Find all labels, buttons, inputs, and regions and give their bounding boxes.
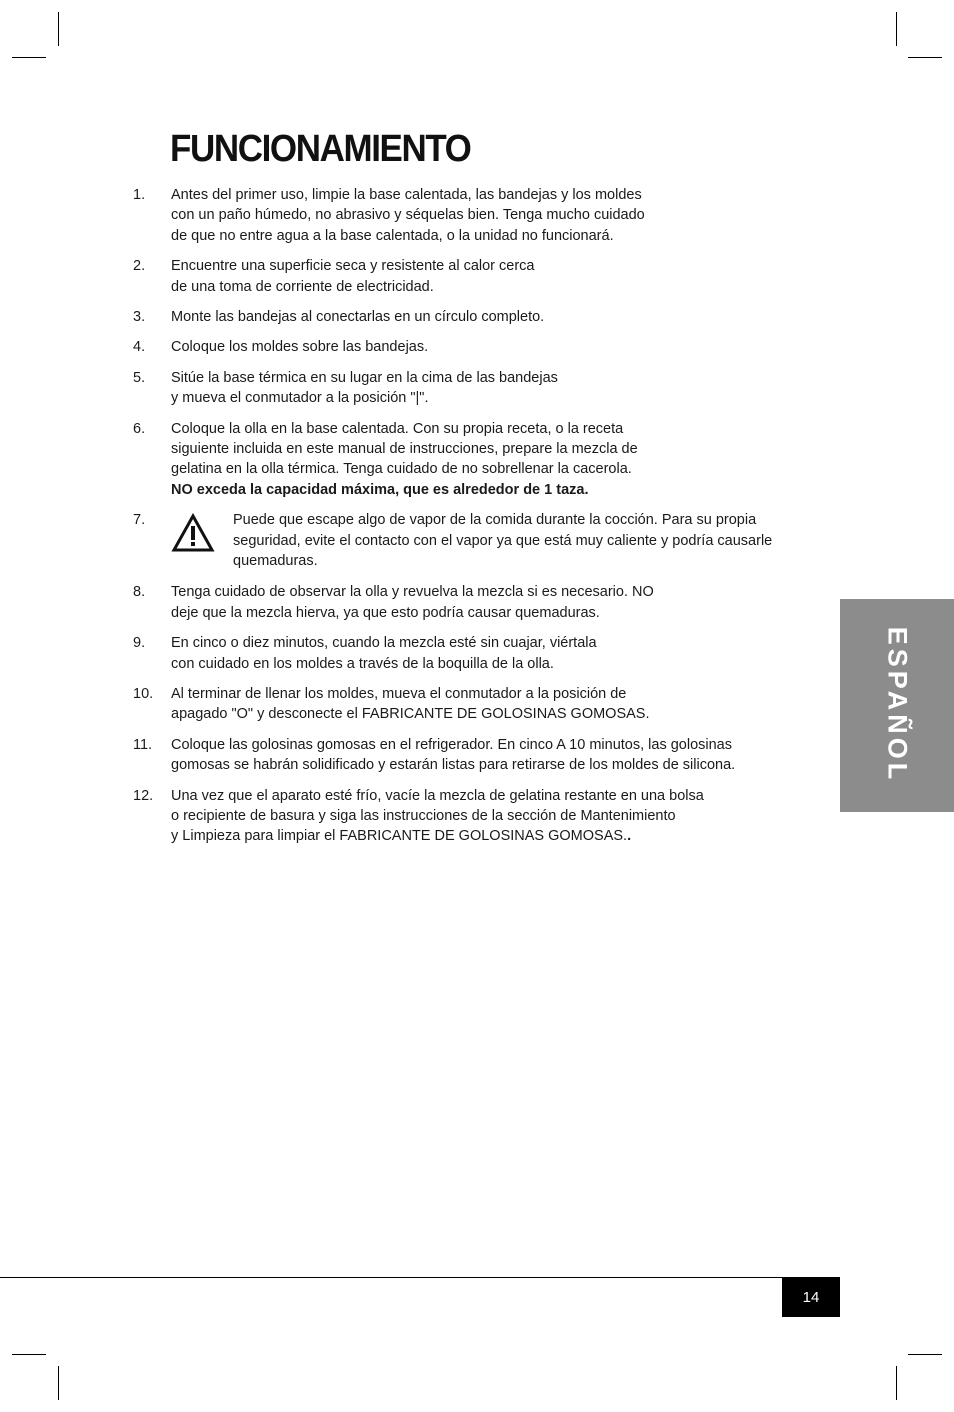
step-number: 8.	[133, 584, 146, 601]
step-text-line: apagado "O" y desconecte el FABRICANTE DE GOLOSINAS GOMOSAS.	[171, 706, 650, 723]
list-item	[0, 185, 954, 246]
step-text	[171, 337, 831, 357]
step-text-line: quemaduras.	[233, 553, 318, 570]
step-text	[171, 633, 831, 674]
step-text	[171, 582, 831, 623]
list-item	[0, 307, 954, 327]
step-number: 11.	[133, 736, 153, 753]
step-text-line: Una vez que el aparato esté frío, vacíe la mezcla de gelatina restante en una bolsa	[171, 787, 704, 804]
step-number: 6.	[133, 420, 146, 437]
footer-rule	[0, 1277, 840, 1278]
step-number: 12.	[133, 787, 154, 804]
step-text-line: Coloque las golosinas gomosas en el refrigerador. En cinco A 10 minutos, las golosinas	[171, 736, 732, 753]
step-text-line: Antes del primer uso, limpie la base calentada, las bandejas y los moldes	[171, 187, 642, 203]
step-text-line: gomosas se habrán solidificado y estarán listas para retirarse de los moldes de silicona.	[171, 757, 736, 774]
step-text-line: Coloque la olla en la base calentada. Con su propia receta, o la receta	[171, 420, 624, 437]
step-number: 10.	[133, 685, 154, 702]
step-number: 4.	[133, 339, 146, 356]
step-text	[171, 368, 831, 409]
crop-mark	[896, 12, 897, 46]
list-item	[0, 735, 954, 776]
step-text-line: Monte las bandejas al conectarlas en un círculo completo.	[171, 309, 545, 326]
step-text-line: Sitúe la base térmica en su lugar en la cima de las bandejas	[171, 369, 558, 386]
crop-mark	[12, 1354, 46, 1355]
step-text	[171, 307, 831, 327]
step-text-line: con cuidado en los moldes a través de la boquilla de la olla.	[171, 655, 554, 672]
step-number: 7.	[133, 512, 146, 529]
list-item	[0, 633, 954, 674]
step-text-line: o recipiente de basura y siga las instrucciones de la sección de Mantenimiento	[171, 807, 676, 824]
step-text-line: de una toma de corriente de electricidad.	[171, 278, 434, 295]
step-text-line: con un paño húmedo, no abrasivo y séquelas bien. Tenga mucho cuidado	[171, 207, 645, 224]
crop-mark	[12, 57, 46, 58]
list-item	[0, 419, 954, 501]
step-text-line: Tenga cuidado de observar la olla y revuelva la mezcla si es necesario. NO	[171, 584, 654, 601]
step-text-line: deje que la mezcla hierva, ya que esto podría causar quemaduras.	[171, 604, 600, 621]
step-text-line: seguridad, evite el contacto con el vapor ya que está muy caliente y podría causarle	[233, 532, 773, 549]
page-number: 14	[782, 1277, 840, 1317]
step-text-line: Coloque los moldes sobre las bandejas.	[171, 339, 429, 356]
list-item	[0, 368, 954, 409]
step-text	[171, 256, 831, 297]
crop-mark	[908, 57, 942, 58]
crop-mark	[896, 1366, 897, 1400]
step-text-line: siguiente incluida en este manual de instrucciones, prepare la mezcla de	[171, 441, 638, 458]
step-text-fragment: y Limpieza para limpiar el FABRICANTE DE GOLOSINAS GOMOSAS.	[171, 828, 628, 845]
step-text-line: En cinco o diez minutos, cuando la mezcla esté sin cuajar, viértala	[171, 635, 597, 652]
step-text	[233, 510, 833, 571]
crop-mark	[908, 1354, 942, 1355]
step-text	[171, 684, 831, 725]
list-item	[0, 684, 954, 725]
crop-mark	[58, 1366, 59, 1400]
language-tab	[840, 599, 954, 812]
step-number: 5.	[133, 369, 146, 386]
list-item	[0, 510, 954, 572]
step-bold-note: NO exceda la capacidad máxima, que es alrededor de 1 taza.	[171, 481, 589, 498]
step-text	[171, 185, 831, 246]
warning-triangle-icon	[171, 513, 215, 553]
step-text-line: Encuentre una superficie seca y resistente al calor cerca	[171, 258, 535, 275]
list-item	[0, 582, 954, 623]
list-item	[0, 256, 954, 297]
step-number: 1.	[133, 187, 146, 203]
step-number: 9.	[133, 635, 146, 652]
list-item	[0, 786, 954, 847]
page-title: FUNCIONAMIENTO	[170, 128, 471, 170]
step-number: 3.	[133, 309, 146, 326]
step-text	[171, 786, 831, 847]
step-text-line: de que no entre agua a la base calentada, o la unidad no funcionará.	[171, 227, 614, 244]
step-text-line	[171, 826, 831, 846]
trailing-period: .	[627, 828, 632, 845]
step-text-line: y mueva el conmutador a la posición "|".	[171, 390, 429, 407]
step-number: 2.	[133, 258, 146, 275]
step-text	[171, 735, 831, 776]
list-item	[0, 337, 954, 357]
step-text-line: gelatina en la olla térmica. Tenga cuidado de no sobrellenar la cacerola.	[171, 461, 632, 478]
language-tab-label: ESPAÑOL	[882, 626, 913, 784]
crop-mark	[58, 12, 59, 46]
instruction-list	[0, 185, 954, 857]
step-text-line: Puede que escape algo de vapor de la comida durante la cocción. Para su propia	[233, 512, 757, 529]
step-text	[171, 419, 831, 501]
step-text-line: Al terminar de llenar los moldes, mueva el conmutador a la posición de	[171, 685, 627, 702]
